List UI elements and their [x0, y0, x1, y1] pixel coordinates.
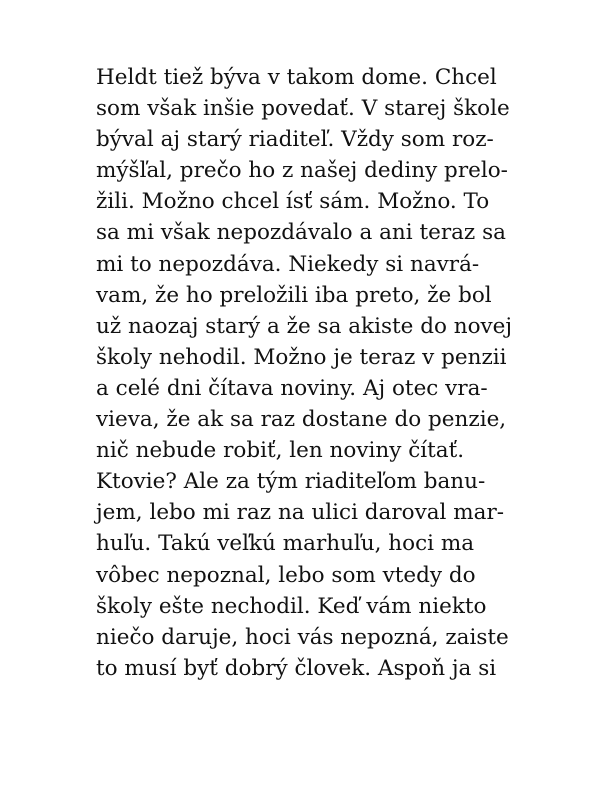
text-line: niečo daruje, hoci vás nepozná, zaiste	[96, 624, 509, 650]
text-line: nič nebude robiť, len noviny čítať.	[96, 438, 465, 464]
text-line: vieva, že ak sa raz dostane do penzie,	[96, 407, 507, 433]
text-line: jem, lebo mi raz na ulici daroval mar-	[96, 500, 505, 526]
text-line: huľu. Takú veľkú marhuľu, hoci ma	[96, 531, 475, 557]
body-text	[96, 62, 536, 684]
text-line: sa mi však nepozdávalo a ani teraz sa	[96, 220, 506, 246]
text-line: žili. Možno chcel ísť sám. Možno. To	[96, 189, 490, 215]
text-line: vôbec nepoznal, lebo som vtedy do	[96, 562, 476, 588]
text-line: školy ešte nechodil. Keď vám niekto	[96, 593, 487, 619]
text-line: školy nehodil. Možno je teraz v penzii	[96, 344, 507, 370]
text-line: vam, že ho preložili iba preto, že bol	[96, 282, 492, 308]
text-line: mýšľal, prečo ho z našej dediny prelo-	[96, 158, 508, 184]
text-line: býval aj starý riaditeľ. Vždy som roz-	[96, 127, 494, 153]
text-line: Heldt tiež býva v takom dome. Chcel	[96, 65, 497, 90]
text-line: mi to nepozdáva. Niekedy si navrá-	[96, 251, 480, 277]
text-line: a celé dni čítava noviny. Aj otec vra-	[96, 375, 488, 401]
text-line: som však inšie povedať. V starej škole	[96, 96, 510, 122]
text-line: Ktovie? Ale za tým riaditeľom banu-	[96, 469, 486, 495]
text-line: už naozaj starý a že sa akiste do novej	[96, 313, 513, 339]
text-line: to musí byť dobrý človek. Aspoň ja si	[96, 655, 497, 681]
